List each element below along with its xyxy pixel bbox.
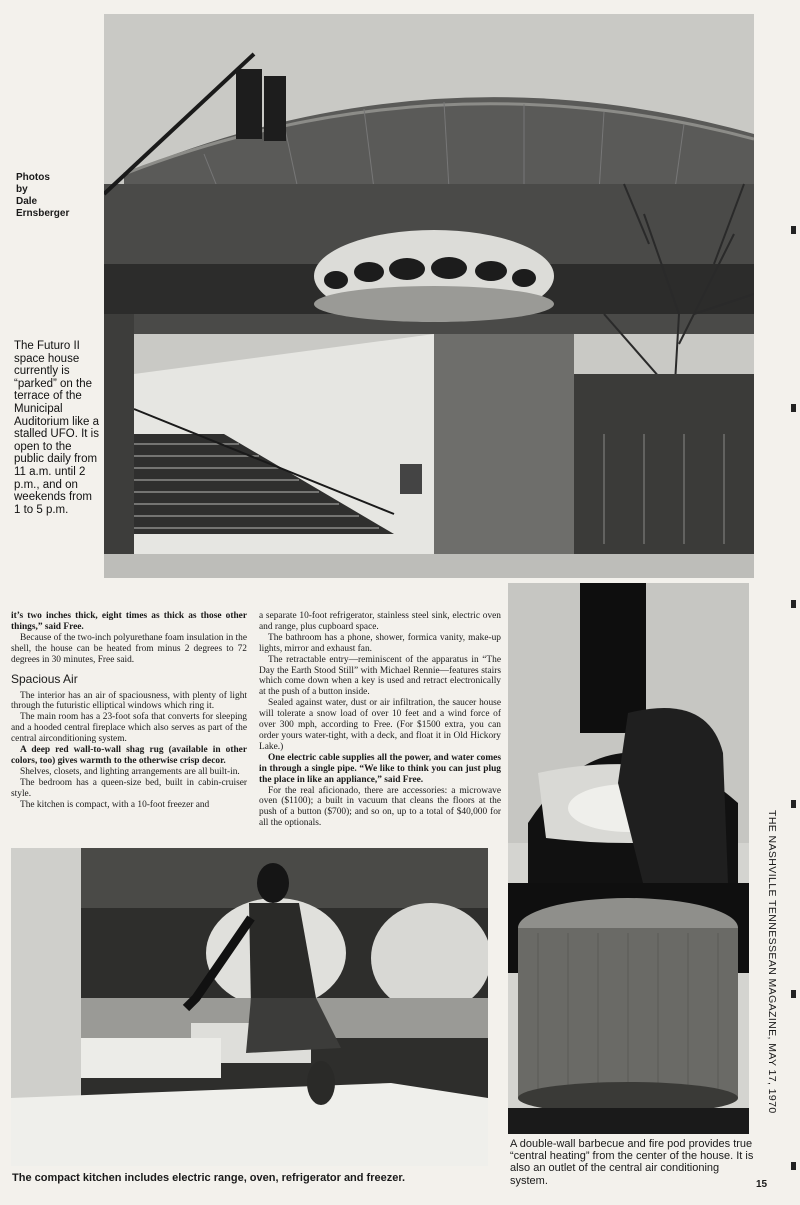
margin-mark	[791, 800, 796, 808]
article-paragraph: The main room has a 23-foot sofa that converts for sleeping and a hooded central fireplace which also serves as part of the central airconditioning system.	[11, 712, 247, 745]
article-paragraph: One electric cable supplies all the power, and water comes in through a single pipe. “We like to think you can just plug the place in like an appliance,” said Free.	[259, 752, 501, 785]
credit-line: Ernsberger	[16, 208, 70, 219]
article-paragraph: The bathroom has a phone, shower, formica vanity, make-up lights, mirror and exhaust fan.	[259, 632, 501, 654]
margin-mark	[791, 404, 796, 412]
margin-mark	[791, 1162, 796, 1170]
credit-line: by	[16, 184, 28, 195]
article-paragraph: Because of the two-inch polyurethane foam insulation in the shell, the house can be heated from minus 2 degrees to 72 degrees in 30 minutes, Free said.	[11, 632, 247, 665]
section-heading: Spacious Air	[11, 671, 78, 686]
article-paragraph: The retractable entry—reminiscent of the apparatus in “The Day the Earth Stood Still” with Michael Rennie—features stairs which come down when a key is used and retract electronically at the push of a button inside.	[259, 654, 501, 698]
margin-mark	[791, 990, 796, 998]
fire-pod-photo	[508, 583, 749, 1134]
credit-line: Photos	[16, 172, 50, 183]
page-number: 15	[756, 1179, 768, 1190]
credit-line: Dale	[16, 196, 38, 207]
futuro-house-photo	[104, 14, 754, 578]
article-paragraph: A deep red wall-to-wall shag rug (available in other colors, too) gives warmth to the otherwise crisp decor.	[11, 745, 247, 766]
article-paragraph: Shelves, closets, and lighting arrangements are all built-in.	[20, 766, 240, 777]
article-paragraph: For the real aficionado, there are accessories: a microwave oven ($1100); a built in vacuum that cleans the floors at the push of a button ($700); and so on, up to a total of $40,000 for all the optionals.	[259, 785, 501, 829]
kitchen-photo-caption: The compact kitchen includes electric range, oven, refrigerator and freezer.	[12, 1172, 406, 1184]
publication-spine: THE NASHVILLE TENNESSEAN MAGAZINE, MAY 17, 1970	[766, 810, 778, 1114]
fire-pod-photo-caption: A double-wall barbecue and fire pod provides true “central heating” from the center of the house. It is also an outlet of the central air conditioning system.	[510, 1138, 754, 1187]
photo-credit	[16, 172, 96, 220]
article-paragraph: The interior has an air of spaciousness, with plenty of light through the futuristic elliptical windows which ring it.	[11, 690, 247, 712]
margin-mark	[791, 226, 796, 234]
margin-mark	[791, 600, 796, 608]
futuro-photo-caption: The Futuro II space house currently is “parked” on the terrace of the Municipal Auditorium like a stalled UFO. It is open to the public daily from 11 a.m. until 2 p.m., and on weekends from 1 to 5 p.m.	[14, 340, 100, 516]
article-paragraph: Sealed against water, dust or air infiltration, the saucer house will tolerate a snow load of over 10 feet and a wind force of over 300 mph, according to Free. (For $1500 extra, you can order yours water-tight, with a deck, and float it in Old Hickory Lake.)	[259, 698, 501, 752]
article-paragraph: The bedroom has a queen-size bed, built in cabin-cruiser style.	[11, 777, 247, 799]
article-paragraph: it’s two inches thick, eight times as thick as those other things,” said Free.	[11, 611, 247, 632]
article-paragraph: The kitchen is compact, with a 10-foot freezer and	[20, 799, 210, 810]
article-column-1	[11, 611, 247, 811]
article-column-2	[259, 611, 501, 829]
article-paragraph: a separate 10-foot refrigerator, stainless steel sink, electric oven and range, plus cupboard space.	[259, 611, 501, 632]
kitchen-photo	[11, 848, 488, 1166]
